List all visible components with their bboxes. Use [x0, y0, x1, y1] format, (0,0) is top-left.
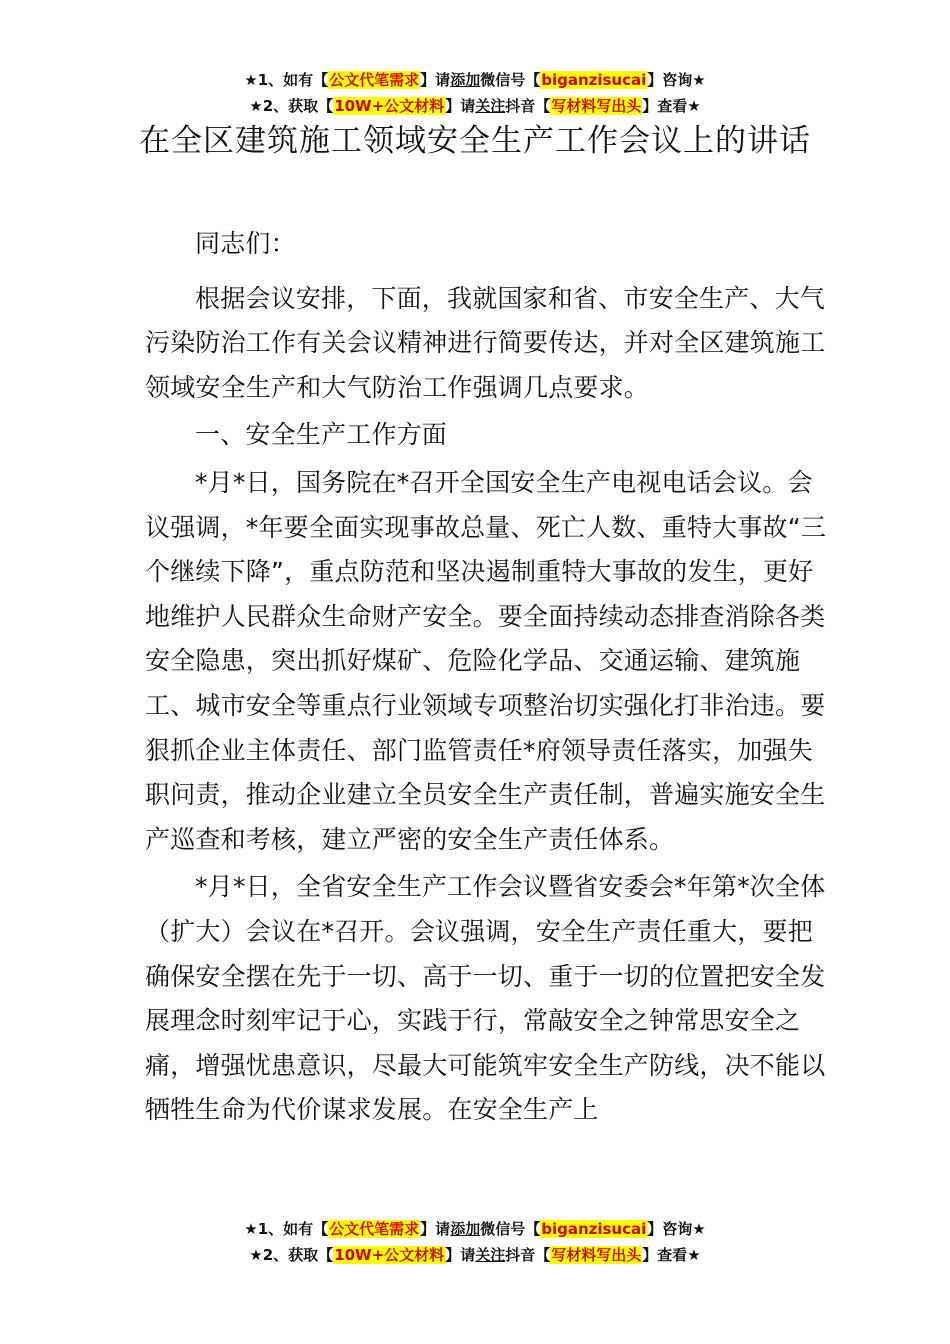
promo-text: 】咨询★: [647, 71, 706, 89]
bottom-promo-banner: [0, 1216, 950, 1268]
promo-highlight: 10W+公文材料: [334, 97, 445, 115]
promo-highlight: 写材料写出头: [551, 1246, 642, 1264]
section-heading: 一、安全生产工作方面: [195, 420, 448, 450]
promo-line-2: [0, 93, 950, 119]
promo-text: 微信号【: [480, 1220, 541, 1238]
promo-text: 抖音【: [505, 97, 551, 115]
promo-text: 】请: [445, 1246, 476, 1264]
promo-text: 】咨询★: [647, 1220, 706, 1238]
promo-highlight: 公文代笔需求: [329, 1220, 420, 1238]
paragraph: 根据会议安排，下面，我就国家和省、市安全生产、大气污染防治工作有关会议精神进行简要传达，并对全区建筑施工领域安全生产和大气防治工作强调几点要求。: [145, 283, 826, 402]
promo-line-1: [0, 1216, 950, 1242]
promo-underline: 添加: [450, 71, 481, 89]
promo-highlight: biganzisucai: [541, 71, 647, 89]
promo-underline: 关注: [475, 97, 506, 115]
promo-highlight: 10W+公文材料: [334, 1246, 445, 1264]
promo-text: 】请: [420, 71, 451, 89]
promo-line-2: [0, 1242, 950, 1268]
promo-underline: 添加: [450, 1220, 481, 1238]
promo-text: 微信号【: [480, 71, 541, 89]
paragraph: *月*日，国务院在*召开全国安全生产电视电话会议。会议强调，*年要全面实现事故总量、死亡人数、重特大事故“三个继续下降”，重点防范和坚决遏制重特大事故的发生，更好地维护人民群众生命财产安全。要全面持续动态排查消除各类安全隐患，突出抓好煤矿、危险化学品、交通运输、建筑施工、城市安全等重点行业领域专项整治切实强化打非治违。要狠抓企业主体责任、部门监管责任*府领导责任落实，加强失职问责，推动企业建立全员安全生产责任制，普遍实施安全生产巡查和考核，建立严密的安全生产责任体系。: [145, 467, 827, 854]
promo-highlight: 公文代笔需求: [329, 71, 420, 89]
top-promo-banner: [0, 67, 950, 119]
promo-line-1: [0, 67, 950, 93]
promo-text: ★2、获取【: [249, 1246, 334, 1264]
document-body: [145, 222, 835, 1136]
promo-underline: 关注: [475, 1246, 506, 1264]
promo-highlight: biganzisucai: [541, 1220, 647, 1238]
promo-text: 抖音【: [505, 1246, 551, 1264]
promo-text: 】请: [420, 1220, 451, 1238]
promo-text: 】查看★: [642, 1246, 701, 1264]
paragraph: *月*日，全省安全生产工作会议暨省安委会*年第*次全体（扩大）会议在*召开。会议强调，安全生产责任重大，要把确保安全摆在先于一切、高于一切、重于一切的位置把安全发展理念时刻牢记于心，实践于行，常敲安全之钟常思安全之痛，增强忧患意识，尽最大可能筑牢安全生产防线，决不能以牺牲生命为代价谋求发展。在安全生产上: [145, 872, 826, 1125]
promo-text: 】请: [445, 97, 476, 115]
document-title: 在全区建筑施工领域安全生产工作会议上的讲话: [139, 123, 811, 159]
promo-text: ★2、获取【: [249, 97, 334, 115]
promo-text: ★1、如有【: [244, 1220, 329, 1238]
promo-text: ★1、如有【: [244, 71, 329, 89]
promo-highlight: 写材料写出头: [551, 97, 642, 115]
promo-text: 】查看★: [642, 97, 701, 115]
salutation: 同志们：: [195, 229, 296, 258]
